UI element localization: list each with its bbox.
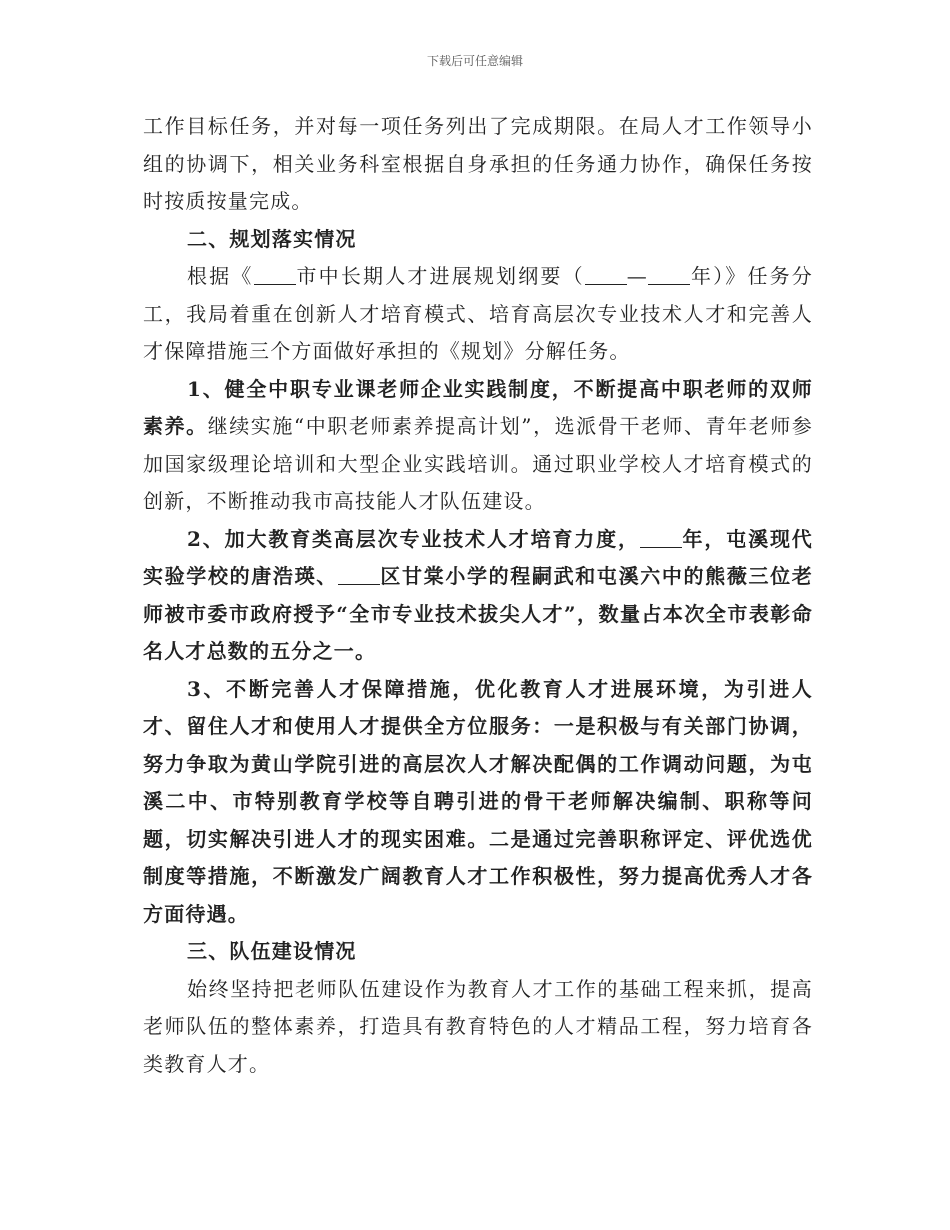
document-body: [143, 108, 813, 1083]
item-1-lead: 1、健全中职专业课老师企业实践制度，不断提高中职老师的双师素养。: [143, 376, 813, 438]
text-segment: 年，屯溪现代实验学校的唐浩瑛、: [143, 526, 814, 588]
paragraph-item-3: 3、不断完善人才保障措施，优化教育人才进展环境，为引进人才、留住人才和使用人才提供全方位服务：一是积极与有关部门协调，努力争取为黄山学院引进的高层次人才解决配偶的工作调动问题，为屯溪二中、市特别教育学校等自聘引进的骨干老师解决编制、职称等问题，切实解决引进人才的现实困难。二是通过完善职称评定、评优选优制度等措施，不断激发广阔教育人才工作积极性，努力提高优秀人才各方面待遇。: [143, 676, 813, 926]
paragraph-team: 始终坚持把老师队伍建设作为教育人才工作的基础工程来抓，提高老师队伍的整体素养，打造具有教育特色的人才精品工程，努力培育各类教育人才。: [143, 976, 813, 1076]
text-segment: —: [626, 264, 648, 288]
page-header: 下载后可任意编辑: [426, 54, 523, 68]
blank-placeholder: [585, 265, 627, 285]
item-1-body: 继续实施“中职老师素养提高计划”，选派骨干老师、青年老师参加国家级理论培训和大型企业实践培训。通过职业学校人才培育模式的创新，不断推动我市高技能人才队伍建设。: [143, 414, 813, 513]
paragraph-intro: 工作目标任务，并对每一项任务列出了完成期限。在局人才工作领导小组的协调下，相关业务科室根据自身承担的任务通力协作，确保任务按时按质按量完成。: [143, 114, 813, 213]
text-segment: 根据《: [187, 264, 254, 288]
text-segment: 市中长期人才进展规划纲要（: [295, 264, 585, 288]
text-segment: 年）》任务分工，我局着重在创新人才培育模式、培育高层次专业技术人才和完善人才保障措施三个方面做好承担的《规划》分解任务。: [143, 264, 814, 363]
paragraph-item-1: [143, 371, 813, 521]
blank-placeholder: [648, 265, 690, 285]
section-heading-team: 三、队伍建设情况: [187, 939, 357, 963]
blank-placeholder: [640, 528, 682, 548]
blank-placeholder: [254, 265, 296, 285]
text-segment: 区甘棠小学的程嗣武和屯溪六中的熊薇三位老师被市委市政府授予“全市专业技术拔尖人才”，数量占本次全市表彰命名人才总数的五分之一。: [143, 564, 814, 663]
paragraph-item-2: [143, 521, 813, 671]
blank-placeholder: [338, 565, 380, 585]
paragraph-planning: [143, 258, 813, 371]
section-heading-planning: 二、规划落实情况: [187, 226, 357, 251]
text-segment: 2、加大教育类高层次专业技术人才培育力度，: [187, 526, 640, 551]
